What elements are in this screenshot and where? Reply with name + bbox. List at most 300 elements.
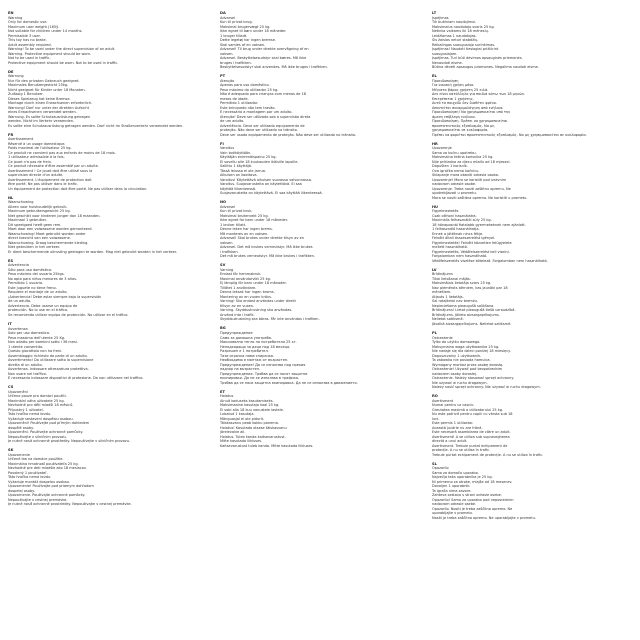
warning-line: Warning — [8, 15, 23, 20]
warning-line: Non usare nel traffico. — [8, 371, 47, 376]
warning-line: Brīdinājums! Lietot pieaugušā tiešā uzraudzībā. — [432, 308, 516, 313]
warning-line: Tillåtet 1 användare. — [220, 285, 257, 290]
warning-line: directă a unui adult. — [432, 439, 468, 444]
language-code: ES — [8, 258, 14, 263]
warning-line: Only for domestic use. — [8, 20, 48, 25]
language-section — [220, 74, 432, 137]
language-code: FR — [8, 132, 14, 137]
warning-line: Ikke egnet til børn under 18 måneder. — [220, 29, 287, 34]
warning-line: Įspėjimas. Turi būti dėvimos apsauginės priemonės. — [432, 56, 523, 61]
language-section — [432, 11, 640, 70]
warning-line: direct toezicht van een volwassene. — [8, 236, 71, 241]
warning-line: Ostrzeżenie! Używać pod bezpośrednim — [432, 367, 503, 372]
warning-line: άμεση επίβλεψη ενήλικα. — [432, 114, 476, 119]
warning-line: Varning! Ska endast användas under direkt — [220, 299, 296, 304]
warning-line: Advarsel. Det må brukes verneutstyr. Må ikke brukes — [220, 245, 313, 250]
warning-line: Разрешен е 1 потребител. — [220, 349, 269, 354]
warning-line: Adult assembly required. — [8, 42, 52, 47]
warning-line: Niet geschikt voor kinderen jonger dan 18 maanden. — [8, 213, 101, 218]
warning-line: Maximum gebruikersgewicht 25 kg. — [8, 209, 71, 214]
warning-line: Advarsel — [220, 204, 236, 209]
warning-line: Nenaudoti eisme. — [432, 60, 463, 65]
warning-line: järelevalve all. — [220, 430, 246, 435]
warning-line: Hoiatus! Kasutada otsese täiskasvanu — [220, 425, 287, 430]
language-code: CS — [8, 385, 14, 390]
warning-line: Nu este potrivit pentru copiii cu vârsta sub 18 — [432, 412, 513, 417]
warning-line: This toy has no brake. — [8, 38, 47, 43]
warning-line: Тази играчка няма спирачка. — [220, 353, 275, 358]
warning-line: Предупреждение! Да се използва под прекия — [220, 362, 306, 367]
warning-line: Moet door een volwassene worden gemonteerd. — [8, 227, 93, 232]
warning-line: Opozorilo — [432, 466, 449, 471]
warning-line: Απαιτείται συναρμολόγηση από ενήλικα. — [432, 105, 504, 110]
warning-line: Προειδοποίηση — [432, 78, 459, 83]
warning-line: Avertissement — [8, 137, 34, 142]
language-section — [8, 385, 220, 444]
warning-line: Hoiatus — [220, 394, 234, 399]
warning-line: Šis žaislas neturi stabdžių. — [432, 38, 479, 43]
warning-line: Nepieciešama pieaugušā salikšana. — [432, 303, 495, 308]
warning-line: Reikalingas suaugusiojo surinkimas. — [432, 42, 496, 47]
warning-line: Nur für den privaten Gebrauch geeignet. — [8, 78, 80, 83]
warning-line: Peso máximo del usuario 25kgs. — [8, 272, 65, 277]
warning-line: voksen. — [220, 51, 234, 56]
language-code: EN — [8, 11, 14, 15]
language-code: NL — [8, 195, 14, 200]
warning-line: Πρέπει να φοριέται προστατευτικός εξοπλισμός. Να μη χρησιμοποιείται σε κυκλοφορία. — [432, 132, 587, 137]
warning-line: Sklapanje mora obaviti odrasla osoba. — [432, 173, 500, 178]
warning-line: Alleen voor huishoudelijk gebruik. — [8, 204, 68, 209]
warning-line: supervision directe d'un adulte. — [8, 173, 64, 178]
warning-line: Vyžaduje sestavení dospělou osobou. — [8, 416, 74, 421]
warning-line: Peso massimo dell'utente 25 Kg. — [8, 335, 66, 340]
warning-line: Επιτρέπεται 1 χρήστης. — [432, 96, 474, 101]
language-section — [220, 326, 432, 385]
warning-line: Este juguete no tiene freno. — [8, 285, 57, 290]
warning-line: Montage durch einen Erwachsenen erforderlich. — [8, 101, 93, 106]
warning-line: protección. No lo use en el tráfico. — [8, 308, 69, 313]
warning-line: nadzorem osoby dorosłej. — [432, 371, 478, 376]
warning-line: Numai pentru uz casnic. — [432, 403, 475, 408]
warning-line: екипировки. Да не се използва в трафика. — [220, 376, 300, 381]
warning-line: Warnung — [8, 74, 24, 79]
warning-line: 18 hónaposnál fiatalabb gyermekeknek nem ajánlott. — [432, 222, 526, 227]
warning-line: Skal samles af en voksen. — [220, 42, 266, 47]
warning-line: luni. — [432, 416, 440, 421]
warning-line: Dopušten 1 korisnik. — [432, 164, 468, 169]
warning-line: Această jucărie nu are frână. — [432, 425, 483, 430]
warning-line: Upozornenie — [8, 452, 30, 457]
warning-line: Solo per uso domestico. — [8, 331, 51, 336]
warning-line: Přípustný 1 uživatel. — [8, 407, 44, 412]
warning-line: Varoitus! Käytettävä aikuisen suorassa valvonnassa. — [220, 177, 312, 182]
language-section — [220, 390, 432, 449]
language-code: DA — [220, 11, 226, 15]
warning-line: Dieses Spielzeug hat keine Bremse. — [8, 96, 71, 101]
warning-line: Védőfelszerelés viselése kötelező. Forgalomban nem használható. — [432, 258, 548, 263]
warning-line: Käyttäjän enimmäispaino 25 kg. — [220, 155, 277, 160]
warning-line: Avertissement. L'équipement de protection doit — [8, 177, 92, 182]
warning-line: Ostrzeżenie — [432, 335, 453, 340]
warning-line: tillsyn av en vuxen. — [220, 303, 255, 308]
warning-line: Προειδοποίηση! Να χρησιμοποιείται υπό την — [432, 110, 511, 115]
warning-line: Samo za kućnu upotrebu. — [432, 150, 477, 155]
warning-line: Ej lämplig för barn under 18 månader. — [220, 281, 287, 286]
warning-line: Upozornění. Používejte ochranné pomůcky. — [8, 430, 84, 435]
warning-line: Nav piemērots bērniem, kas jaunāki par 18 — [432, 285, 508, 290]
language-section — [8, 196, 220, 255]
warning-line: Lubatud 1 kasutaja. — [220, 412, 255, 417]
language-code: SK — [8, 448, 14, 453]
warning-line: i trafikken. — [220, 249, 239, 254]
language-code: DE — [8, 69, 14, 74]
warning-line: 1 bruker tillatt. — [220, 222, 247, 227]
warning-line: Неподходящо за деца под 18 месеца. — [220, 344, 291, 349]
warning-line: Varoitus. Suojavarusteita on käytettävä. Ei saa — [220, 182, 302, 187]
warning-line: Netinka vaikams iki 18 mėnesių. — [432, 29, 489, 34]
warning-line: werden. Nicht im Verkehr verwenden. — [8, 119, 75, 124]
warning-line: Poids maximal de l'utilisateur 25 kg. — [8, 146, 72, 151]
warning-line: Určené iba na domáce použitie. — [8, 457, 64, 462]
warning-line: Tato hračka nemá brzdu. — [8, 412, 52, 417]
warning-line: Maximales Benutzergewicht 25kg. — [8, 83, 69, 88]
warning-line: Nije prikladno za djecu mlađu od 18 mjeseci. — [432, 159, 511, 164]
warning-line: Nepoužívajte v cestnej premávke. — [8, 497, 68, 502]
language-section — [432, 268, 640, 327]
warning-line: Felnőtt általi összeszerelést igényel. — [432, 236, 496, 241]
warning-line: Maximal användarvikt 25 kg. — [220, 276, 271, 281]
warning-line: Táto hračka nemá brzdu. — [8, 475, 52, 480]
language-code: LT — [432, 11, 437, 15]
warning-line: Je nutné nosiť ochranné prostriedky. Nepoužívajte v cestnej premávke. — [8, 502, 132, 507]
warning-line: Waarschuwing! Moet gebruikt worden onder — [8, 231, 86, 236]
language-code: LV — [432, 267, 437, 272]
warning-line: Nositi je treba zaščitno opremo. Ne uporabljajte v prometu. — [432, 515, 536, 520]
warning-line: Skyddsutrustning ska bäras. Får inte användas i trafiken. — [220, 317, 320, 322]
language-code: SV — [220, 263, 226, 268]
warning-line: Ni primerno za otroke, mlajše od 18 mesecev. — [432, 479, 513, 484]
warning-line: käyttää liikenteessä. — [220, 186, 257, 191]
warning-line: Avvertimento! Da utilizzare sotto la supervisione — [8, 358, 94, 363]
warning-line: Ta zabawka nie posiada hamulca. — [432, 358, 491, 363]
warning-line: Suojavarusteita on käytettävä. Ei saa käyttää liikenteessä. — [220, 191, 323, 196]
warning-line: Denna leksak har ingen broms. — [220, 290, 275, 295]
warning-line: Maksimalna težina korisnika 25 kg. — [432, 155, 494, 160]
warning-line: Samo za domačo uporabo. — [432, 470, 479, 475]
warning-line: Povolený 1 používateľ. — [8, 470, 48, 475]
warning-line: Brīdinājums. Jālieto aizsargaprīkojums. — [432, 312, 500, 317]
warning-line: Not to be used in traffic. — [8, 56, 51, 61]
warning-line: meses de idade. — [220, 96, 249, 101]
warning-line: Ainult koduseks kasutamiseks. — [220, 398, 274, 403]
warning-line: Figyelmeztetés. Védőfelszerelést kell viselni. — [432, 249, 510, 254]
warning-line: Avertissement ! Ce jouet doit être utilisé sous la — [8, 168, 93, 173]
warning-line: Figyelmeztetés — [432, 209, 459, 214]
warning-line: mellett használható. — [432, 245, 468, 250]
warning-line: Avertisment — [432, 398, 454, 403]
warning-line: Δεν είναι κατάλληλο για παιδιά κάτω των 18 μηνών. — [432, 92, 526, 97]
warning-line: Advarsel! Skal brukes under direkte tilsyn av en — [220, 236, 304, 241]
warning-line: Montering av en vuxen krävs. — [220, 294, 273, 299]
warning-line: Μέγιστο βάρος χρήστη 25 κιλά. — [432, 87, 489, 92]
warning-line: Upozornenie! Používajte pod priamym dohľadom — [8, 484, 94, 489]
warning-line: Nie nadaje się dla dzieci poniżej 18 miesięcy. — [432, 349, 511, 354]
warning-line: Protective equipment should be worn. Not to be used in traffic. — [8, 60, 119, 65]
warning-line: Waarschuwing — [8, 200, 34, 205]
warning-line: Denne leken har ingen brems. — [220, 227, 273, 232]
warning-line: Šai rotaļlietai nav bremžu. — [432, 299, 479, 304]
language-code: ET — [220, 389, 225, 394]
warning-line: nadzorom odrasle osebe. — [432, 502, 477, 507]
language-section — [8, 133, 220, 192]
warning-line: proteção. Não deve ser utilizado no trânsito. — [220, 128, 298, 133]
warning-line: Questo giocattolo non ha freni. — [8, 349, 63, 354]
warning-line: Não é adequado para crianças com menos de 18 — [220, 92, 307, 97]
warning-line: Assemblaggio richiesto da parte di un adulto. — [8, 353, 88, 358]
warning-line: Avertisment. Trebuie purtat echipament de — [432, 443, 508, 448]
warning-line: de un adulto. — [8, 299, 32, 304]
warning-line: Warnung! Darf nur unter der direkten Aufsicht — [8, 105, 89, 110]
warning-line: Permitido 1 utilizador. — [220, 101, 259, 106]
warning-line: Įspėjimas — [432, 15, 449, 20]
warning-line: Endast för hemmabruk. — [220, 272, 262, 277]
warning-line: ¡Advertencia! Debe estar siempre bajo la supervisión — [8, 294, 102, 299]
warning-line: Upozornenie. Používajte ochranné pomôcky. — [8, 493, 86, 498]
warning-line: Hoiatus. Tuleb kanda kaitsevarustust. — [220, 434, 286, 439]
warning-line: Maximálna hmotnosť používateľa 25 kg. — [8, 461, 79, 466]
warning-line: Необходимо е монтаж от възрастен. — [220, 358, 289, 363]
warning-line: Mora se nositi zaštitna oprema. Ne koristiti u prometu. — [432, 195, 528, 200]
warning-line: Vyžaduje montáž dospelou osobou. — [8, 479, 71, 484]
warning-line: être porté. Ne pas utiliser dans le trafic. — [8, 182, 78, 187]
warning-line: Należy nosić sprzęt ochronny. Nie używać w ruchu drogowym. — [432, 385, 541, 390]
warning-line: Upozorenje! Mora se koristiti pod izravnim — [432, 177, 507, 182]
warning-line: Deve ser usado equipamento de proteção. Não deve ser utilizado no trânsito. — [220, 132, 357, 137]
warning-line: de um adulto. — [220, 119, 245, 124]
warning-line: Tikai lietošanai mājās. — [432, 276, 471, 281]
warning-line: Permissible 3 user. — [8, 33, 41, 38]
warning-line: Csak otthoni használatra. — [432, 213, 477, 218]
warning-line: Opozorilo. Nositi je treba zaščitno opremo. Ne — [432, 506, 513, 511]
warning-line: Zulässig 1 Benutzer. — [8, 92, 44, 97]
warning-line: Requiere el montaje de un adulto. — [8, 290, 68, 295]
warning-line: Предупреждение. Трябва да се носят защитни — [220, 371, 308, 376]
warning-line: Permitido 1 usuario. — [8, 281, 44, 286]
warning-line: Advarsel! Til brug under direkte overvågning af en — [220, 47, 309, 52]
warning-line: Tik buitiniam naudojimui. — [432, 20, 477, 25]
warning-line: Dit speelgoed heeft geen rem. — [8, 222, 62, 227]
warning-line: надзор на възрастен. — [220, 367, 261, 372]
warning-line: upotrebljavati u prometu. — [432, 191, 477, 196]
warning-line: Nie używać w ruchu drogowym. — [432, 380, 488, 385]
warning-line: Ikke egnet for barn under 18 måneder. — [220, 218, 288, 223]
warning-line: 1 utilisateur admissible à la fois. — [8, 155, 65, 160]
warning-line: Upozornění — [8, 389, 28, 394]
warning-line: Es sollte eine Schutzausrüstung getragen werden. Darf nicht im Straßenverkehr verwendet werden. — [8, 123, 184, 128]
warning-line: É necessária a montagem por um adulto. — [220, 110, 293, 115]
warning-line: Atļauts 1 lietotājs. — [432, 294, 464, 299]
warning-line: Brīdinājums — [432, 272, 453, 277]
warning-line: Täiskasvanu peab kokku panema. — [220, 421, 279, 426]
warning-line: Varning — [220, 267, 234, 272]
warning-line: Vain kotikäyttöön. — [220, 150, 252, 155]
warning-line: nadzorom odrasle osobe. — [432, 182, 477, 187]
column-1 — [8, 11, 220, 640]
language-code: SL — [432, 461, 437, 466]
warning-line: Maximális felhasználói súly 25 kg. — [432, 218, 492, 223]
language-code: BG — [220, 326, 226, 331]
language-code: HR — [432, 141, 438, 146]
warning-line: Jāvalkā aizsargaprīkojums. Nelietot satiksmē. — [432, 321, 512, 326]
warning-line: Ostrzeżenie. Należy stosować sprzęt ochronny. — [432, 376, 515, 381]
language-section — [432, 394, 640, 457]
warning-line: Για οικιακή χρήση μόνο. — [432, 83, 475, 88]
language-section — [432, 142, 640, 201]
warning-line: Kaitsevarustust tuleb kanda. Mitte kasutada liikluses. — [220, 443, 314, 448]
warning-line: Nevhodné pro děti mladší 18 měsíců. — [8, 403, 74, 408]
warning-line: Avvertenza — [8, 326, 28, 331]
warning-line: Réservé à un usage domestique. — [8, 141, 66, 146]
warning-line: Atenção — [220, 78, 235, 83]
warning-line: Трябва да се носи защитна екипировка. Да не се използва в движението. — [220, 380, 358, 385]
warning-line: Un équipement de protection doit être porté. Ne pas utiliser dans la circulation. — [8, 186, 148, 191]
warning-line: Kun til privat brug. — [220, 20, 253, 25]
warning-line: Advertencia. Debe usarse un equipo de — [8, 303, 78, 308]
language-section — [432, 462, 640, 521]
warning-line: Er dient beschermende uitrusting gedragen te worden. Mag niet gebruikt worden in het verkeer. — [8, 249, 178, 254]
warning-line: dospelej osoby. — [8, 488, 35, 493]
warning-line: 1 bruger tilladt. — [220, 33, 248, 38]
warning-line: È necessario indossare dispositivi di protezione. Da non utilizzare nel traffico. — [8, 376, 144, 381]
language-section — [432, 74, 640, 137]
language-section — [220, 200, 432, 259]
language-section — [220, 142, 432, 196]
warning-line: Må monteres av en voksen. — [220, 231, 269, 236]
warning-line: Varning. Skyddsutrustning ska användas. — [220, 308, 293, 313]
warning-line: Je nutné nosit ochranné prostředky. Nepoužívejte v silničním provozu. — [8, 439, 131, 444]
column-2 — [220, 11, 432, 640]
warning-line: Dette legetøj har ingen bremse. — [220, 38, 277, 43]
warning-line: Figyelmeztetés! Felnőtt közvetlen felügyelete — [432, 240, 512, 245]
warning-line: Mitte kasutada liikluses. — [220, 439, 263, 444]
warning-line: Non adatto per bambini sotto i 36 mesi. — [8, 340, 78, 345]
warning-line: Само за домашна употреба. — [220, 335, 273, 340]
warning-line: Ce produit ne convient pas aux enfants de moins de 18 mois. — [8, 150, 116, 155]
warning-line: Warning! To be used under the direct supervision of an adult. — [8, 47, 116, 52]
warning-line: Advertencia — [8, 263, 30, 268]
warning-line: Opozorilo! Samo za uporabo pod neposrednim — [432, 497, 514, 502]
warning-line: Not suitable for children under 14 months. — [8, 29, 83, 34]
warning-line: Προειδοποίηση. Πρέπει να χρησιμοποιείται — [432, 119, 508, 124]
warning-line: Įspėjimas! Naudoti tiesiogiai prižiūrint — [432, 47, 499, 52]
warning-line: Este necesară asamblarea de către un adult. — [432, 430, 511, 435]
warning-line: Advertência. Deve ser utilizado equipamento de — [220, 123, 305, 128]
language-code: FI — [220, 141, 224, 146]
warning-line: Upozornění! Používejte pod přímým dohledem — [8, 421, 90, 426]
warning-line: Advarsel. Beskyttelsesudstyr skal bæres. Må ikke — [220, 56, 307, 61]
warning-line: Ei sovellu alle 18 kuukauden ikäisille lapsille. — [220, 159, 299, 164]
language-code: PT — [220, 74, 226, 79]
language-code: IT — [8, 321, 12, 326]
warning-line: protecție. A nu se utiliza în trafic. — [432, 448, 491, 453]
warning-line: Kun til privat bruk. — [220, 209, 253, 214]
language-section — [432, 331, 640, 390]
language-code: PL — [432, 330, 437, 335]
language-section — [8, 70, 220, 129]
warning-line: Det må brukes verneutstyr. Må ikke brukes i trafikken. — [220, 254, 316, 259]
warning-line: dospělé osoby. — [8, 425, 34, 430]
warning-line: Este brinquedo não tem travão. — [220, 105, 276, 110]
warning-line: Nicht geeignet für Kinder unter 18 Monaten. — [8, 87, 86, 92]
warning-line: Apenas para uso doméstico. — [220, 83, 270, 88]
warning-line: Avertisment! A se utiliza sub supravegherea — [432, 434, 510, 439]
warning-line: Ennek a játéknak nincs fékje. — [432, 231, 484, 236]
warning-line: Ce jouet n'a pas de frein. — [8, 159, 52, 164]
language-section — [8, 322, 220, 381]
language-section — [220, 11, 432, 70]
warning-line: Nevhodné pre deti mladšie ako 18 mesiacov. — [8, 466, 87, 471]
language-section — [8, 448, 220, 507]
warning-line: Dovoljen 1 uporabnik. — [432, 484, 471, 489]
warning-line: Tylko do użytku domowego. — [432, 340, 481, 345]
warning-line: 1 felhasználó használhatja. — [432, 227, 480, 232]
warning-line: χρησιμοποιείται σε κυκλοφορία. — [432, 128, 489, 133]
warning-line: Trebuie purtat echipament de protecție. A nu se utiliza în trafic. — [432, 452, 544, 457]
warning-line: Tässä lelussa ei ole jarrua. — [220, 168, 267, 173]
warning-line: Maksymalna waga użytkownika 25 kg. — [432, 344, 500, 349]
warning-line: Atenção! Deve ser utilizado sob a supervisão direta — [220, 114, 311, 119]
warning-line: Ta igrača nima zavore. — [432, 488, 472, 493]
warning-line: Ce produit nécessite d'être assemblé par un adulte. — [8, 164, 99, 169]
warning-line: uporabljajte v prometu. — [432, 511, 474, 516]
warning-line: προστατευτικός εξοπλισμός. Να μη — [432, 123, 495, 128]
warning-line: Предупреждение — [220, 331, 253, 336]
warning-line: Mänguasjal ei ole pidurit. — [220, 416, 265, 421]
warning-line: Sólo para uso doméstico. — [8, 267, 53, 272]
warning-line: Niet gebruiken in het verkeer. — [8, 245, 61, 250]
warning-line: Največja teža uporabnika je 25 kg. — [432, 475, 493, 480]
language-code: NO — [220, 200, 227, 205]
language-code: EL — [432, 74, 437, 79]
warning-line: Ei sobi alla 18 kuu vanustele lastele. — [220, 407, 284, 412]
language-code: RO — [432, 394, 438, 399]
warning-line: Warning. Protective equipment should be worn. — [8, 51, 92, 56]
warning-line: bruges i trafikken. — [220, 60, 252, 65]
language-section — [8, 11, 220, 65]
warning-line: Upozorenje — [432, 146, 452, 151]
warning-line: Nelietot satiksmē. — [432, 317, 464, 322]
warning-line: No apto para niños menores de 3 años. — [8, 276, 78, 281]
warning-line: Maximaal 1 gebruiker. — [8, 218, 47, 223]
language-code: HU — [432, 204, 438, 209]
warning-line: Būtina dėvėti apsaugos priemones. Negalima naudoti eisme. — [432, 65, 539, 70]
warning-line: Maximální váha uživatele 25 kg. — [8, 398, 65, 403]
warning-line: Greutatea maximă a utilizatorului 25 kg. — [432, 407, 504, 412]
warning-line: Sallittu 1 käyttäjä. — [220, 164, 252, 169]
warning-line: Peso máximo do utilizador 25 kg. — [220, 87, 279, 92]
warning-line: Maksimalus naudotojo svoris 25 kg. — [432, 24, 495, 29]
warning-line: Maksimālais lietotāja svars 25 kg. — [432, 281, 492, 286]
warning-line: Este permis 1 utilizator. — [432, 421, 474, 426]
warning-line: 1 utente consentito. — [8, 344, 44, 349]
warning-line: mēnešiem. — [432, 290, 452, 295]
warning-line: Maksimal brugervægt 25 kg. — [220, 24, 271, 29]
warning-line: Maksimaalne kasutaja kaal 25 kg. — [220, 403, 280, 408]
warning-line: Forgalomban nem használható. — [432, 254, 488, 259]
warning-line: Wymagany montaż przez osobę dorosłą. — [432, 362, 504, 367]
warning-line: Leidžiamas 1 naudotojas. — [432, 33, 477, 38]
warning-line: Waarschuwing. Draag beschermende kleding. — [8, 240, 89, 245]
